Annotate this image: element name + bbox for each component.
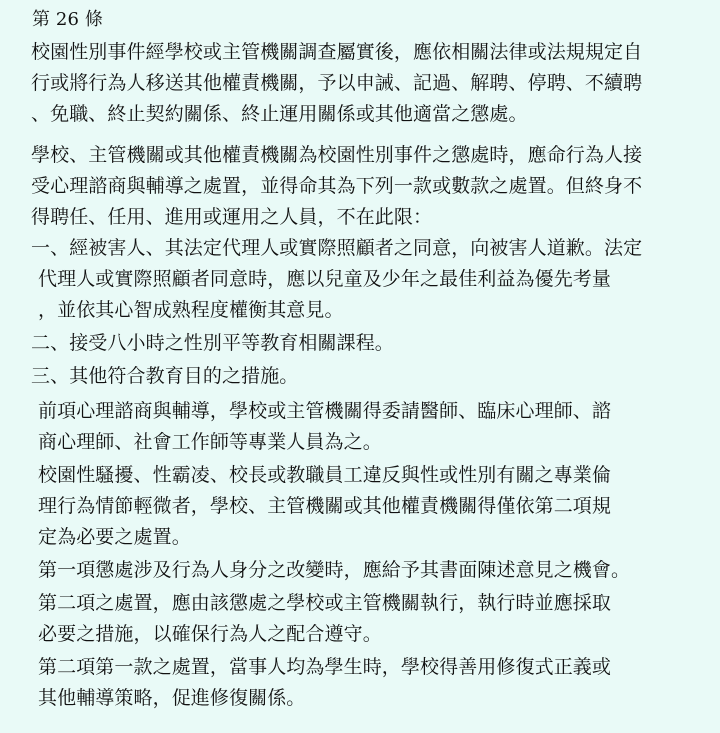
paragraph-line-9: 校園性騷擾、性霸凌、校長或教職員工違反與性或性別有關之專業倫 <box>38 464 612 486</box>
paragraph-line-14: 必要之措施，以確保行為人之配合遵守。 <box>38 623 382 645</box>
paragraph-line-13: 第二項之處置，應由該懲處之學校或主管機關執行，執行時並應採取 <box>38 592 612 614</box>
list-item-1-line-2: 代理人或實際照顧者同意時，應以兒童及少年之最佳利益為優先考量 <box>38 268 612 290</box>
paragraph-line-6: 得聘任、任用、進用或運用之人員，不在此限： <box>31 206 433 228</box>
paragraph-line-7: 前項心理諮商與輔導，學校或主管機關得委請醫師、臨床心理師、諮 <box>38 400 612 422</box>
list-item-1-line-1: 一、經被害人、其法定代理人或實際照顧者之同意，向被害人道歉。法定 <box>31 237 643 259</box>
list-item-2: 二、接受八小時之性別平等教育相關課程。 <box>31 332 394 354</box>
paragraph-line-16: 其他輔導策略，促進修復關係。 <box>38 687 306 709</box>
paragraph-line-10: 理行為情節輕微者，學校、主管機關或其他權責機關得僅依第二項規 <box>38 495 612 517</box>
paragraph-line-1: 校園性別事件經學校或主管機關調查屬實後，應依相關法律或法規規定自 <box>31 41 643 63</box>
paragraph-line-8: 商心理師、社會工作師等專業人員為之。 <box>38 431 382 453</box>
list-item-3: 三、其他符合教育目的之措施。 <box>31 365 299 387</box>
paragraph-line-4: 學校、主管機關或其他權責機關為校園性別事件之懲處時，應命行為人接 <box>31 144 643 166</box>
paragraph-line-12: 第一項懲處涉及行為人身分之改變時，應給予其書面陳述意見之機會。 <box>38 559 631 581</box>
list-item-1-line-3: ，並依其心智成熟程度權衡其意見。 <box>38 299 344 321</box>
paragraph-line-11: 定為必要之處置。 <box>38 526 191 548</box>
paragraph-line-2: 行或將行為人移送其他權責機關，予以申誡、記過、解聘、停聘、不續聘 <box>31 72 643 94</box>
paragraph-line-3: 、免職、終止契約關係、終止運用關係或其他適當之懲處。 <box>31 103 528 125</box>
article-title: 第 26 條 <box>32 9 103 30</box>
paragraph-line-15: 第二項第一款之處置，當事人均為學生時，學校得善用修復式正義或 <box>38 656 612 678</box>
paragraph-line-5: 受心理諮商與輔導之處置，並得命其為下列一款或數款之處置。但終身不 <box>31 175 643 197</box>
